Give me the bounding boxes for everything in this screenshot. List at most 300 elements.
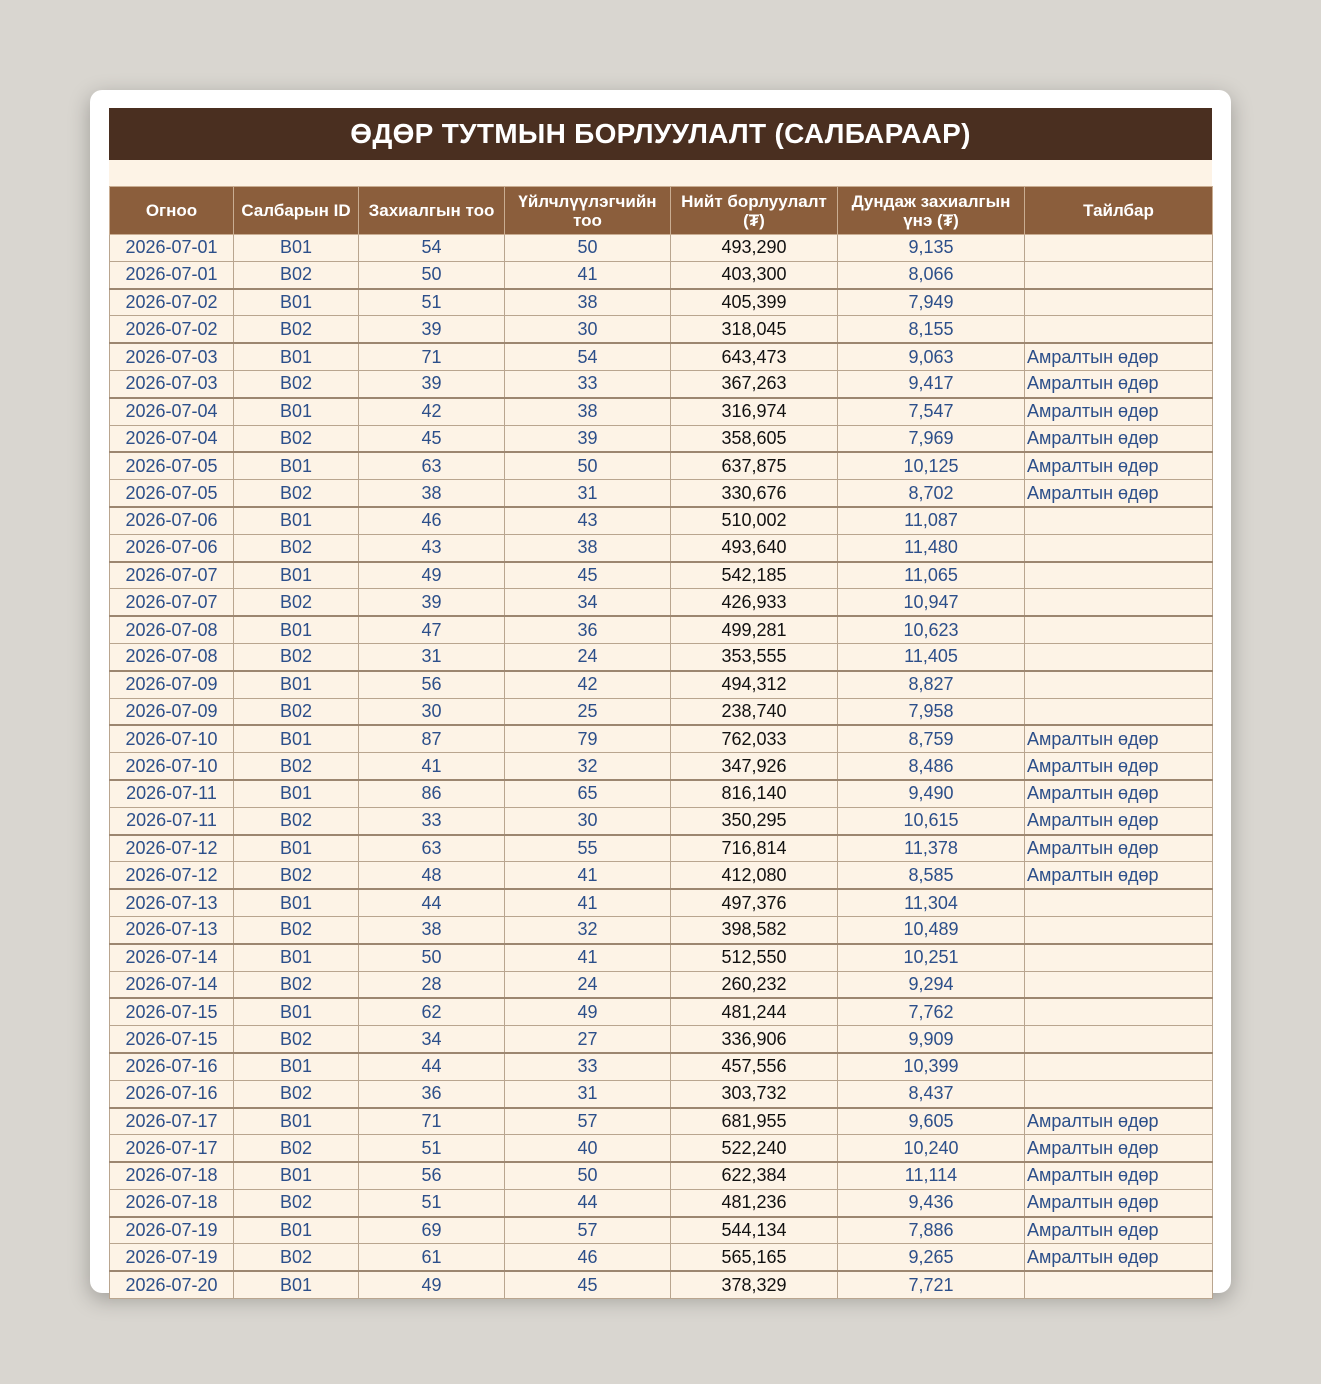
cell-customer-count: 25 [505,698,671,725]
cell-date: 2026-07-08 [110,616,234,643]
cell-note: Амралтын өдөр [1025,1108,1213,1135]
cell-total-sales: 378,329 [671,1271,838,1298]
cell-total-sales: 762,033 [671,725,838,752]
cell-branch-id: B01 [234,889,359,916]
cell-order-count: 51 [359,1135,505,1162]
cell-customer-count: 38 [505,289,671,316]
col-header-date: Огноо [110,187,234,235]
cell-note [1025,916,1213,943]
cell-date: 2026-07-11 [110,780,234,807]
cell-avg-order-price: 8,437 [838,1080,1025,1107]
table-row [110,398,1213,425]
cell-note [1025,971,1213,998]
cell-order-count: 36 [359,1080,505,1107]
cell-total-sales: 426,933 [671,589,838,616]
cell-date: 2026-07-04 [110,398,234,425]
cell-avg-order-price: 11,114 [838,1162,1025,1189]
cell-note [1025,616,1213,643]
cell-branch-id: B01 [234,562,359,589]
cell-total-sales: 494,312 [671,671,838,698]
table-row [110,1053,1213,1080]
cell-date: 2026-07-18 [110,1162,234,1189]
cell-date: 2026-07-10 [110,753,234,780]
cell-branch-id: B02 [234,1080,359,1107]
cell-note: Амралтын өдөр [1025,1217,1213,1244]
cell-date: 2026-07-03 [110,343,234,370]
cell-avg-order-price: 7,969 [838,425,1025,452]
cell-total-sales: 681,955 [671,1108,838,1135]
cell-avg-order-price: 11,480 [838,534,1025,561]
cell-avg-order-price: 7,721 [838,1271,1025,1298]
cell-total-sales: 643,473 [671,343,838,370]
cell-order-count: 28 [359,971,505,998]
cell-avg-order-price: 10,615 [838,807,1025,834]
cell-total-sales: 544,134 [671,1217,838,1244]
cell-avg-order-price: 9,135 [838,235,1025,262]
cell-note [1025,507,1213,534]
cell-date: 2026-07-14 [110,944,234,971]
cell-customer-count: 45 [505,562,671,589]
col-header-note: Тайлбар [1025,187,1213,235]
cell-date: 2026-07-01 [110,235,234,262]
cell-branch-id: B01 [234,780,359,807]
cell-total-sales: 542,185 [671,562,838,589]
cell-branch-id: B02 [234,480,359,507]
cell-date: 2026-07-13 [110,916,234,943]
table-row [110,1271,1213,1298]
cell-avg-order-price: 11,065 [838,562,1025,589]
cell-customer-count: 55 [505,835,671,862]
col-header-order-count: Захиалгын тоо [359,187,505,235]
cell-date: 2026-07-02 [110,289,234,316]
table-row [110,562,1213,589]
cell-date: 2026-07-16 [110,1053,234,1080]
cell-date: 2026-07-12 [110,862,234,889]
cell-note: Амралтын өдөр [1025,1244,1213,1271]
cell-branch-id: B01 [234,998,359,1025]
cell-total-sales: 303,732 [671,1080,838,1107]
cell-avg-order-price: 10,489 [838,916,1025,943]
cell-avg-order-price: 8,759 [838,725,1025,752]
cell-total-sales: 481,236 [671,1189,838,1216]
cell-order-count: 49 [359,1271,505,1298]
cell-customer-count: 45 [505,1271,671,1298]
cell-note [1025,671,1213,698]
table-row [110,507,1213,534]
cell-total-sales: 497,376 [671,889,838,916]
cell-note: Амралтын өдөр [1025,753,1213,780]
cell-note [1025,643,1213,670]
table-row [110,289,1213,316]
cell-avg-order-price: 10,125 [838,452,1025,479]
table-row [110,889,1213,916]
cell-date: 2026-07-01 [110,261,234,288]
cell-order-count: 62 [359,998,505,1025]
cell-note: Амралтын өдөр [1025,398,1213,425]
cell-date: 2026-07-17 [110,1108,234,1135]
cell-note [1025,889,1213,916]
cell-order-count: 56 [359,1162,505,1189]
cell-total-sales: 493,290 [671,235,838,262]
cell-branch-id: B02 [234,589,359,616]
cell-customer-count: 33 [505,1053,671,1080]
cell-avg-order-price: 9,436 [838,1189,1025,1216]
cell-branch-id: B01 [234,343,359,370]
cell-branch-id: B01 [234,671,359,698]
table-row [110,725,1213,752]
cell-avg-order-price: 8,486 [838,753,1025,780]
cell-avg-order-price: 9,490 [838,780,1025,807]
cell-branch-id: B01 [234,725,359,752]
cell-order-count: 86 [359,780,505,807]
table-row [110,480,1213,507]
cell-total-sales: 398,582 [671,916,838,943]
cell-branch-id: B01 [234,1162,359,1189]
cell-order-count: 71 [359,343,505,370]
cell-order-count: 44 [359,1053,505,1080]
cell-date: 2026-07-02 [110,316,234,343]
table-row [110,753,1213,780]
cell-date: 2026-07-18 [110,1189,234,1216]
cell-branch-id: B01 [234,1108,359,1135]
cell-branch-id: B02 [234,753,359,780]
cell-avg-order-price: 8,585 [838,862,1025,889]
cell-branch-id: B02 [234,643,359,670]
cell-total-sales: 330,676 [671,480,838,507]
cell-total-sales: 565,165 [671,1244,838,1271]
cell-avg-order-price: 9,605 [838,1108,1025,1135]
cell-note: Амралтын өдөр [1025,425,1213,452]
cell-customer-count: 57 [505,1217,671,1244]
cell-avg-order-price: 9,294 [838,971,1025,998]
cell-date: 2026-07-08 [110,643,234,670]
cell-branch-id: B02 [234,1026,359,1053]
table-row [110,1189,1213,1216]
table-row [110,452,1213,479]
cell-customer-count: 43 [505,507,671,534]
cell-customer-count: 39 [505,425,671,452]
table-row [110,807,1213,834]
cell-date: 2026-07-16 [110,1080,234,1107]
cell-customer-count: 31 [505,1080,671,1107]
cell-customer-count: 49 [505,998,671,1025]
cell-total-sales: 522,240 [671,1135,838,1162]
cell-note [1025,1271,1213,1298]
cell-branch-id: B02 [234,1189,359,1216]
col-header-total-sales: Нийт борлуулалт (₮) [671,187,838,235]
cell-branch-id: B02 [234,698,359,725]
cell-order-count: 31 [359,643,505,670]
cell-total-sales: 512,550 [671,944,838,971]
cell-branch-id: B01 [234,1271,359,1298]
cell-avg-order-price: 11,405 [838,643,1025,670]
cell-branch-id: B01 [234,452,359,479]
cell-date: 2026-07-03 [110,370,234,397]
cell-avg-order-price: 7,949 [838,289,1025,316]
cell-date: 2026-07-07 [110,589,234,616]
cell-date: 2026-07-15 [110,1026,234,1053]
cell-customer-count: 38 [505,398,671,425]
cell-order-count: 51 [359,1189,505,1216]
cell-total-sales: 403,300 [671,261,838,288]
cell-customer-count: 33 [505,370,671,397]
cell-date: 2026-07-09 [110,671,234,698]
cell-avg-order-price: 9,909 [838,1026,1025,1053]
cell-customer-count: 32 [505,753,671,780]
cell-total-sales: 238,740 [671,698,838,725]
cell-order-count: 51 [359,289,505,316]
cell-customer-count: 54 [505,343,671,370]
report-card [90,90,1231,1293]
cell-note [1025,534,1213,561]
cell-note [1025,562,1213,589]
cell-total-sales: 716,814 [671,835,838,862]
cell-note: Амралтын өдөр [1025,807,1213,834]
table-row [110,425,1213,452]
cell-branch-id: B01 [234,235,359,262]
cell-order-count: 71 [359,1108,505,1135]
table-row [110,998,1213,1025]
cell-total-sales: 499,281 [671,616,838,643]
cell-note: Амралтын өдөр [1025,343,1213,370]
cell-date: 2026-07-09 [110,698,234,725]
cell-note: Амралтын өдөр [1025,725,1213,752]
title-spacer [109,160,1212,186]
table-row [110,316,1213,343]
cell-avg-order-price: 10,251 [838,944,1025,971]
cell-order-count: 43 [359,534,505,561]
cell-customer-count: 24 [505,971,671,998]
cell-order-count: 69 [359,1217,505,1244]
cell-customer-count: 41 [505,261,671,288]
cell-branch-id: B01 [234,289,359,316]
cell-order-count: 50 [359,261,505,288]
cell-total-sales: 493,640 [671,534,838,561]
cell-order-count: 33 [359,807,505,834]
cell-avg-order-price: 9,417 [838,370,1025,397]
cell-note [1025,235,1213,262]
cell-total-sales: 350,295 [671,807,838,834]
table-row [110,1080,1213,1107]
cell-branch-id: B02 [234,862,359,889]
cell-date: 2026-07-05 [110,452,234,479]
cell-note: Амралтын өдөр [1025,370,1213,397]
cell-note [1025,589,1213,616]
cell-note [1025,316,1213,343]
cell-branch-id: B01 [234,835,359,862]
table-row [110,971,1213,998]
cell-avg-order-price: 10,947 [838,589,1025,616]
cell-customer-count: 50 [505,452,671,479]
table-row [110,261,1213,288]
cell-customer-count: 46 [505,1244,671,1271]
cell-customer-count: 42 [505,671,671,698]
header-row [110,187,1213,235]
cell-customer-count: 30 [505,807,671,834]
cell-branch-id: B02 [234,316,359,343]
cell-customer-count: 41 [505,862,671,889]
cell-note: Амралтын өдөр [1025,862,1213,889]
cell-branch-id: B01 [234,1053,359,1080]
cell-total-sales: 353,555 [671,643,838,670]
table-row [110,862,1213,889]
cell-branch-id: B02 [234,534,359,561]
table-row [110,780,1213,807]
cell-total-sales: 316,974 [671,398,838,425]
cell-avg-order-price: 11,087 [838,507,1025,534]
cell-branch-id: B02 [234,425,359,452]
cell-customer-count: 50 [505,235,671,262]
cell-order-count: 46 [359,507,505,534]
cell-date: 2026-07-06 [110,534,234,561]
cell-avg-order-price: 7,762 [838,998,1025,1025]
cell-branch-id: B02 [234,261,359,288]
cell-order-count: 50 [359,944,505,971]
cell-total-sales: 510,002 [671,507,838,534]
cell-customer-count: 24 [505,643,671,670]
table-row [110,1135,1213,1162]
table-row [110,671,1213,698]
cell-note [1025,289,1213,316]
cell-total-sales: 481,244 [671,998,838,1025]
cell-avg-order-price: 8,702 [838,480,1025,507]
cell-total-sales: 318,045 [671,316,838,343]
cell-customer-count: 40 [505,1135,671,1162]
cell-order-count: 38 [359,480,505,507]
cell-order-count: 30 [359,698,505,725]
cell-customer-count: 65 [505,780,671,807]
cell-note [1025,1053,1213,1080]
cell-date: 2026-07-04 [110,425,234,452]
cell-note: Амралтын өдөр [1025,1189,1213,1216]
col-header-avg-order-price: Дундаж захиалгын үнэ (₮) [838,187,1025,235]
table-row [110,1217,1213,1244]
cell-date: 2026-07-15 [110,998,234,1025]
sales-table [109,186,1213,1299]
cell-note: Амралтын өдөр [1025,1135,1213,1162]
cell-branch-id: B01 [234,398,359,425]
cell-branch-id: B01 [234,507,359,534]
cell-date: 2026-07-05 [110,480,234,507]
table-row [110,916,1213,943]
cell-customer-count: 44 [505,1189,671,1216]
table-row [110,944,1213,971]
cell-order-count: 61 [359,1244,505,1271]
cell-date: 2026-07-17 [110,1135,234,1162]
cell-date: 2026-07-10 [110,725,234,752]
table-body [110,235,1213,1299]
cell-date: 2026-07-14 [110,971,234,998]
cell-customer-count: 41 [505,889,671,916]
cell-branch-id: B02 [234,971,359,998]
cell-branch-id: B02 [234,916,359,943]
cell-total-sales: 412,080 [671,862,838,889]
col-header-customer-count: Үйлчлүүлэгчийн тоо [505,187,671,235]
cell-date: 2026-07-07 [110,562,234,589]
cell-avg-order-price: 7,547 [838,398,1025,425]
cell-total-sales: 367,263 [671,370,838,397]
cell-avg-order-price: 10,240 [838,1135,1025,1162]
cell-total-sales: 816,140 [671,780,838,807]
table-row [110,643,1213,670]
cell-order-count: 39 [359,589,505,616]
table-row [110,235,1213,262]
cell-avg-order-price: 11,304 [838,889,1025,916]
table-row [110,616,1213,643]
cell-note [1025,698,1213,725]
cell-branch-id: B01 [234,616,359,643]
table-row [110,835,1213,862]
cell-total-sales: 637,875 [671,452,838,479]
cell-avg-order-price: 11,378 [838,835,1025,862]
cell-branch-id: B02 [234,807,359,834]
cell-order-count: 63 [359,835,505,862]
table-row [110,343,1213,370]
cell-note [1025,1080,1213,1107]
cell-customer-count: 79 [505,725,671,752]
cell-avg-order-price: 8,066 [838,261,1025,288]
table-row [110,1108,1213,1135]
cell-customer-count: 31 [505,480,671,507]
table-row [110,698,1213,725]
cell-order-count: 48 [359,862,505,889]
cell-note: Амралтын өдөр [1025,480,1213,507]
cell-note: Амралтын өдөр [1025,1162,1213,1189]
cell-order-count: 45 [359,425,505,452]
cell-order-count: 87 [359,725,505,752]
cell-avg-order-price: 9,063 [838,343,1025,370]
cell-customer-count: 41 [505,944,671,971]
cell-branch-id: B02 [234,370,359,397]
table-row [110,1244,1213,1271]
table-row [110,1026,1213,1053]
cell-order-count: 34 [359,1026,505,1053]
cell-branch-id: B01 [234,1217,359,1244]
cell-order-count: 42 [359,398,505,425]
cell-customer-count: 38 [505,534,671,561]
cell-order-count: 39 [359,370,505,397]
cell-customer-count: 36 [505,616,671,643]
cell-order-count: 47 [359,616,505,643]
table-row [110,370,1213,397]
cell-order-count: 49 [359,562,505,589]
cell-date: 2026-07-11 [110,807,234,834]
cell-total-sales: 622,384 [671,1162,838,1189]
cell-note [1025,1026,1213,1053]
cell-date: 2026-07-19 [110,1217,234,1244]
table-row [110,1162,1213,1189]
cell-note [1025,944,1213,971]
cell-order-count: 44 [359,889,505,916]
report-title: ӨДӨР ТУТМЫН БОРЛУУЛАЛТ (САЛБАРААР) [109,108,1212,160]
cell-branch-id: B01 [234,944,359,971]
cell-total-sales: 405,399 [671,289,838,316]
cell-customer-count: 30 [505,316,671,343]
cell-note [1025,261,1213,288]
cell-branch-id: B02 [234,1244,359,1271]
cell-avg-order-price: 7,958 [838,698,1025,725]
cell-date: 2026-07-06 [110,507,234,534]
cell-customer-count: 50 [505,1162,671,1189]
cell-order-count: 56 [359,671,505,698]
cell-date: 2026-07-13 [110,889,234,916]
cell-avg-order-price: 8,827 [838,671,1025,698]
table-row [110,589,1213,616]
cell-customer-count: 34 [505,589,671,616]
cell-avg-order-price: 7,886 [838,1217,1025,1244]
cell-order-count: 39 [359,316,505,343]
cell-avg-order-price: 9,265 [838,1244,1025,1271]
